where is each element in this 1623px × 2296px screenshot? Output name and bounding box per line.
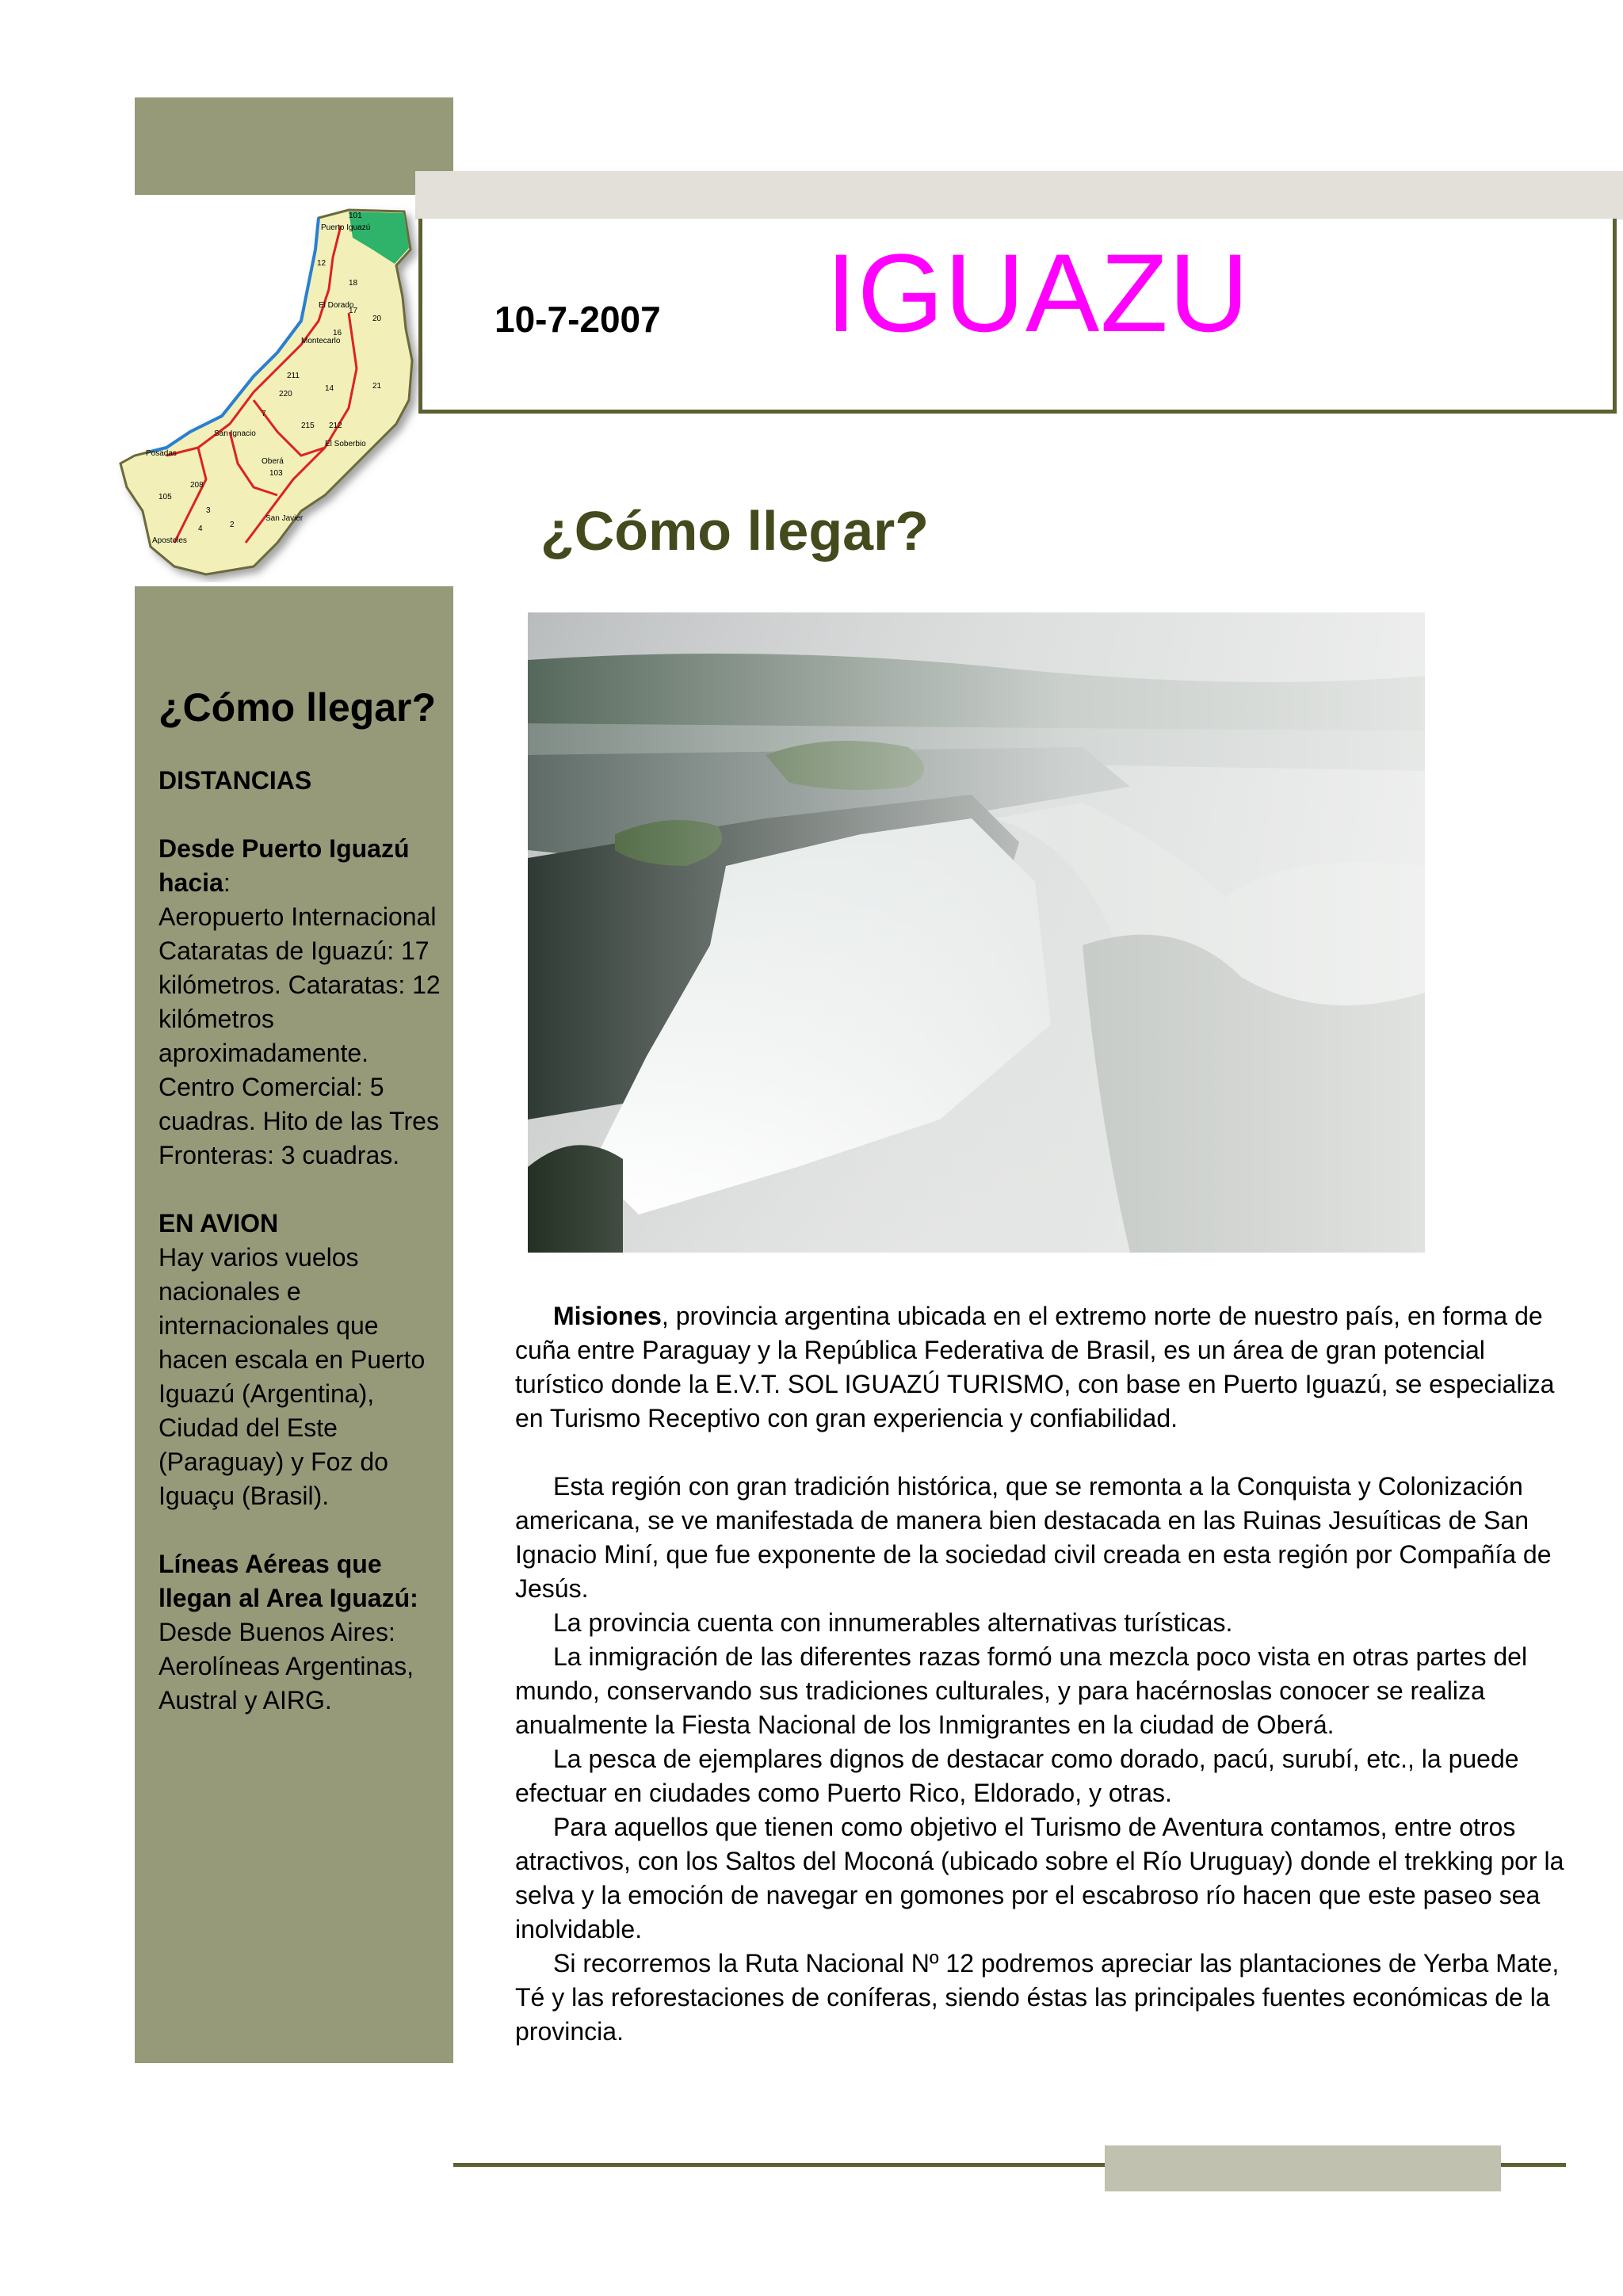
sidebar xyxy=(135,586,453,2063)
sidebar-heading: ¿Cómo llegar? xyxy=(158,685,437,730)
map-label: Apostoles xyxy=(152,536,187,545)
avion-text: Hay varios vuelos nacionales e internacionales que hacen escala en Puerto Iguazú (Argentina), Ciudad del Este (Paraguay) y Foz do Iguaçu (Brasil). xyxy=(158,1243,426,1510)
map-label: Puerto Iguazú xyxy=(321,223,371,232)
map-label: 17 xyxy=(349,307,358,315)
map-label: 7 xyxy=(262,410,266,418)
sidebar-content xyxy=(158,683,444,1752)
body-paragraph-2: Esta región con gran tradición histórica, que se remonta a la Conquista y Colonización americana, se ve manifestada de manera bien destacada en las Ruinas Jesuíticas de San Ignacio Miní, que fue exponente de la sociedad civil creada en esta región por Compañía de Jesús. xyxy=(515,1472,1552,1603)
date: 10-7-2007 xyxy=(495,299,661,340)
map-label: 220 xyxy=(279,390,292,399)
iguazu-falls-photo xyxy=(528,612,1425,1253)
footer-block xyxy=(1105,2145,1501,2191)
map-label: 215 xyxy=(301,421,315,430)
body-paragraph-1-text: , provincia argentina ubicada en el extremo norte de nuestro país, en forma de cuña entre Paraguay y la República Federativa de Brasil, es un área de gran potencial turístico donde la E.V.T. SOL IGUAZÚ TURISMO, con base en Puerto Iguazú, se especializa en Turismo Receptivo con gran experiencia y confiabilidad. xyxy=(515,1302,1555,1432)
desde-colon: : xyxy=(223,868,231,897)
map-label: San Javier xyxy=(265,514,304,523)
distancias-title: DISTANCIAS xyxy=(158,766,312,795)
map-label: 18 xyxy=(349,279,358,288)
map-label: Posadas xyxy=(146,449,177,458)
body-paragraph-1-bold: Misiones xyxy=(553,1302,662,1330)
main-heading: ¿Cómo llegar? xyxy=(540,500,930,562)
lineas-block xyxy=(158,1547,444,1718)
lineas-text: Desde Buenos Aires: Aerolíneas Argentinas, Austral y AIRG. xyxy=(158,1618,414,1714)
lineas-title: Líneas Aéreas que llegan al Area Iguazú: xyxy=(158,1550,418,1612)
map-label: 212 xyxy=(329,421,342,430)
top-decor-block xyxy=(135,97,453,195)
page-title: IGUAZU xyxy=(826,231,1250,355)
map-label: 3 xyxy=(206,506,211,515)
distances-block xyxy=(158,832,444,1173)
body-paragraph-4: La inmigración de las diferentes razas formó una mezcla poco vista en otras partes del mundo, conservando sus tradiciones culturales, y para hacérnoslas conocer se realiza anualmente la Fiesta Nacional de los Inmigrantes en la ciudad de Oberá. xyxy=(515,1642,1528,1739)
body-paragraph-6: Para aquellos que tienen como objetivo el Turismo de Aventura contamos, entre otros atractivos, con los Saltos del Moconá (ubicado sobre el Río Uruguay) donde el trekking por la selva y la emoción de navegar en gomones por el escabroso río hacen que este paseo sea inolvidable. xyxy=(515,1813,1564,1943)
map-label: 101 xyxy=(349,212,362,220)
map-label: 103 xyxy=(269,469,283,478)
map-label: 12 xyxy=(317,259,327,268)
map-label: 105 xyxy=(158,493,172,502)
map-label: El Dorado xyxy=(319,301,354,310)
map-label: El Soberbio xyxy=(325,440,366,448)
header-bar xyxy=(415,171,1623,219)
map-label: Oberá xyxy=(262,457,284,466)
map-label: 2 xyxy=(230,521,235,529)
map-label: San Ignacio xyxy=(214,429,256,438)
desde-title: Desde Puerto Iguazú hacia xyxy=(158,834,410,897)
body-paragraph-1 xyxy=(515,1299,1577,1436)
map-label: 4 xyxy=(198,524,203,533)
map-label: 20 xyxy=(372,315,382,323)
body-paragraph-5: La pesca de ejemplares dignos de destacar como dorado, pacú, surubí, etc., la puede efectuar en ciudades como Puerto Rico, Eldorado, y otras. xyxy=(515,1745,1519,1807)
map-label: Montecarlo xyxy=(301,337,341,345)
avion-title: EN AVION xyxy=(158,1209,279,1238)
map-label: 16 xyxy=(333,329,342,338)
body-text xyxy=(515,1299,1577,2049)
map-label: 208 xyxy=(190,481,204,490)
body-paragraph-3: La provincia cuenta con innumerables alternativas turísticas. xyxy=(553,1608,1233,1637)
avion-block xyxy=(158,1207,444,1513)
map-label: 211 xyxy=(287,372,300,380)
distances-text: Aeropuerto Internacional Cataratas de Iguazú: 17 kilómetros. Cataratas: 12 kilómetros aproximadamente. Centro Comercial: 5 cuadras. Hito de las Tres Fronteras: 3 cuadras. xyxy=(158,902,441,1169)
map-label: 14 xyxy=(325,384,334,393)
body-paragraph-7: Si recorremos la Ruta Nacional Nº 12 podremos apreciar las plantaciones de Yerba Mate, Té y las reforestaciones de coníferas, siendo éstas las principales fuentes económicas de la provincia. xyxy=(515,1949,1560,2046)
misiones-map xyxy=(111,194,444,582)
map-label: 21 xyxy=(372,382,382,391)
